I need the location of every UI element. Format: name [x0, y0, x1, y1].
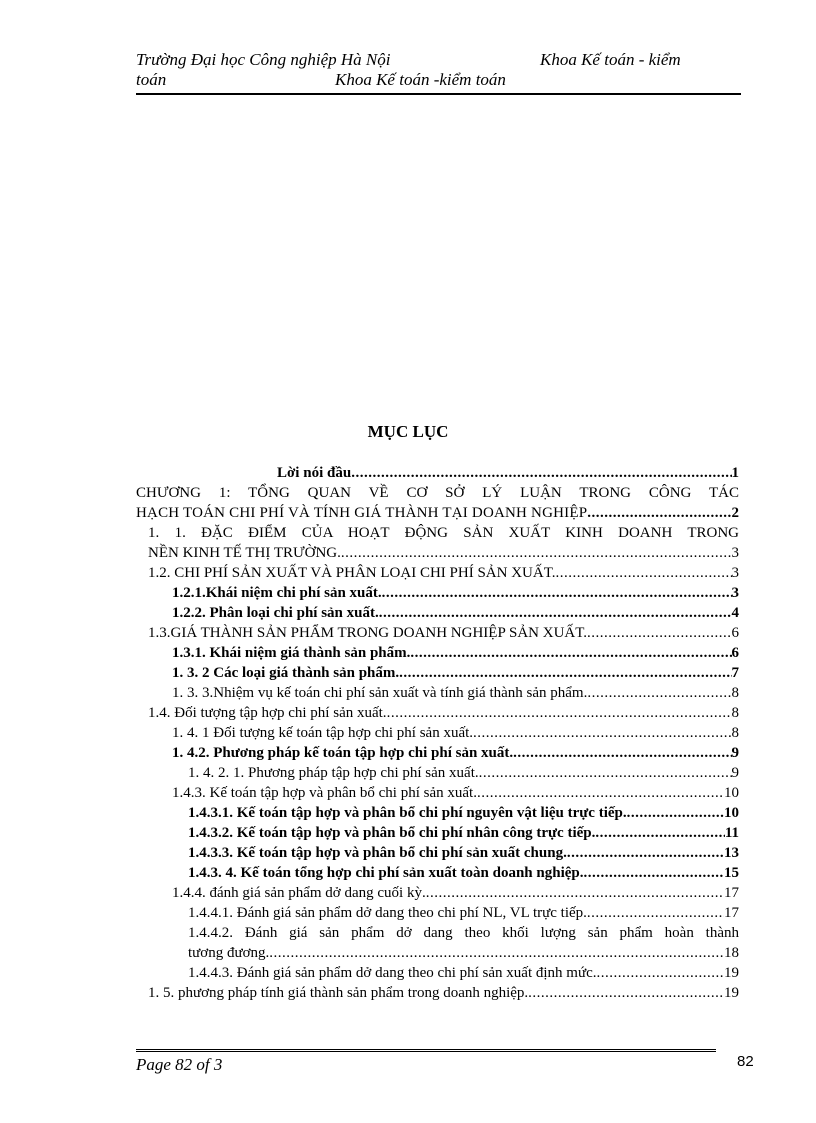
toc-entry-page: 15 [724, 865, 739, 881]
toc-entry-text: 1.4.3.3. Kế toán tập hợp và phân bổ chi phí sản xuất chung. [188, 845, 567, 861]
toc-entry[interactable] [136, 863, 739, 883]
toc-entry[interactable] [136, 703, 739, 723]
toc-entry[interactable] [136, 963, 739, 983]
toc-entry-text: HẠCH TOÁN CHI PHÍ VÀ TÍNH GIÁ THÀNH TẠI DOANH NGHIỆP [136, 505, 588, 521]
toc-entry-text: 1. 3. 3.Nhiệm vụ kế toán chi phí sản xuất và tính giá thành sản phẩm. [172, 685, 588, 701]
toc-entry-page: 3 [731, 545, 739, 561]
toc-entry-page: 3 [731, 565, 739, 581]
toc-entry[interactable] [136, 563, 739, 583]
toc-entry-text: 1.4.3.2. Kế toán tập hợp và phân bổ chi phí nhân công trực tiếp. [188, 825, 596, 841]
toc-entry[interactable] [136, 583, 739, 603]
toc-entry-text: 1.4.4.3. Đánh giá sản phẩm dở dang theo chi phí sản xuất định mức. [188, 965, 597, 981]
toc-entry-text: 1.4.3. Kế toán tập hợp và phân bổ chi phí sản xuất. [172, 785, 477, 801]
toc-entry[interactable] [136, 803, 739, 823]
toc-entry-page: 9 [731, 765, 739, 781]
toc-entry-page: 1 [731, 465, 739, 481]
toc-entry-page: 6 [731, 625, 739, 641]
toc-entry-page: 13 [724, 845, 739, 861]
toc-entry-text: 1.2.2. Phân loại chi phí sản xuất. [172, 605, 379, 621]
toc-entry-text: 1. 5. phương pháp tính giá thành sản phẩm trong doanh nghiệp. [148, 985, 529, 1001]
toc-entry-text: Lời nói đầu [277, 465, 352, 481]
toc-title: MỤC LỤC [367, 422, 449, 441]
toc-entry[interactable] [136, 503, 739, 523]
toc-entry-page: 17 [724, 905, 739, 921]
toc-entry-page: 10 [724, 805, 739, 821]
toc-entry-page: 4 [731, 605, 739, 621]
toc-entry-text: 1. 4.2. Phương pháp kế toán tập hợp chi phí sản xuất. [172, 745, 514, 761]
toc-entry[interactable] [136, 783, 739, 803]
footer-page-number: 82 [737, 1053, 754, 1070]
toc-entry-text: CHƯƠNG 1: TỔNG QUAN VỀ CƠ SỞ LÝ LUẬN TRONG CÔNG TÁC [136, 485, 739, 501]
toc-entry[interactable] [136, 883, 739, 903]
toc-entry-page: 17 [724, 885, 739, 901]
footer-rule [136, 1049, 716, 1052]
toc-entry-text: 1.4.4.2. Đánh giá sản phẩm dở dang theo khối lượng sản phẩm hoàn thành [188, 925, 739, 941]
table-of-contents [136, 463, 739, 1003]
toc-entry[interactable] [136, 903, 739, 923]
header-school: Trường Đại học Công nghiệp Hà Nội [136, 50, 391, 69]
toc-entry-page: 19 [724, 965, 739, 981]
toc-entry-text: tương đương. [188, 945, 270, 961]
toc-entry[interactable] [136, 543, 739, 563]
toc-entry[interactable] [136, 623, 739, 643]
header-rule [136, 93, 741, 95]
toc-entry-page: 8 [731, 685, 739, 701]
toc-entry-page: 18 [724, 945, 739, 961]
toc-entry-page: 7 [731, 665, 739, 681]
toc-entry[interactable] [136, 663, 739, 683]
toc-entry-page: 8 [731, 705, 739, 721]
toc-entry-page: 9 [731, 745, 739, 761]
toc-entry[interactable] [136, 823, 739, 843]
header-department-continued: toán [136, 70, 167, 89]
toc-entry-text: 1. 1. ĐẶC ĐIỂM CỦA HOẠT ĐỘNG SẢN XUẤT KINH DOANH TRONG [148, 525, 739, 541]
footer-page-label: Page 82 of 3 [136, 1055, 223, 1074]
toc-entry[interactable] [136, 743, 739, 763]
header-department-repeat: Khoa Kế toán -kiểm toán [335, 70, 506, 89]
toc-entry-text: 1.4.4.1. Đánh giá sản phẩm dở dang theo chi phí NL, VL trực tiếp. [188, 905, 587, 921]
toc-entry[interactable] [136, 943, 739, 963]
toc-entry[interactable] [136, 603, 739, 623]
toc-entry-text: 1.2.1.Khái niệm chi phí sản xuất. [172, 585, 382, 601]
toc-entry[interactable] [136, 523, 739, 543]
toc-entry-page: 10 [724, 785, 739, 801]
toc-entry-text: 1. 4. 1 Đối tượng kế toán tập hợp chi phí sản xuất. [172, 725, 474, 741]
toc-entry[interactable] [136, 923, 739, 943]
toc-entry-text: 1.3.GIÁ THÀNH SẢN PHẨM TRONG DOANH NGHIỆP SẢN XUẤT. [148, 625, 588, 641]
toc-entry-text: 1.3.1. Khái niệm giá thành sản phẩm. [172, 645, 411, 661]
toc-entry-text: 1. 3. 2 Các loại giá thành sản phẩm. [172, 665, 400, 681]
toc-entry[interactable] [136, 983, 739, 1003]
toc-entry[interactable] [136, 483, 739, 503]
page-header [136, 50, 741, 90]
toc-entry-text: 1.4.3.1. Kế toán tập hợp và phân bổ chi phí nguyên vật liệu trực tiếp. [188, 805, 627, 821]
toc-entry-text: 1.4.4. đánh giá sản phẩm dở dang cuối kỳ. [172, 885, 426, 901]
toc-entry-page: 2 [731, 505, 739, 521]
toc-entry[interactable] [136, 723, 739, 743]
toc-entry-page: 3 [731, 585, 739, 601]
toc-entry[interactable] [136, 643, 739, 663]
toc-entry-text: 1. 4. 2. 1. Phương pháp tập hợp chi phí sản xuất. [188, 765, 479, 781]
toc-entry-page: 19 [724, 985, 739, 1001]
toc-entry[interactable] [136, 843, 739, 863]
toc-entry[interactable] [136, 763, 739, 783]
toc-entry-page: 11 [724, 825, 739, 841]
toc-entry-text: 1.2. CHI PHÍ SẢN XUẤT VÀ PHÂN LOẠI CHI PHÍ SẢN XUẤT. [148, 565, 556, 581]
toc-entry-page: 6 [731, 645, 739, 661]
toc-entry-text: 1.4. Đối tượng tập hợp chi phí sản xuất. [148, 705, 387, 721]
toc-entry-text: 1.4.3. 4. Kế toán tổng hợp chi phí sản xuất toàn doanh nghiệp. [188, 865, 584, 881]
toc-entry[interactable] [136, 683, 739, 703]
toc-entry[interactable] [136, 463, 739, 483]
header-department: Khoa Kế toán - kiểm [540, 50, 681, 69]
toc-entry-page: 8 [731, 725, 739, 741]
toc-entry-text: NỀN KINH TẾ THỊ TRƯỜNG. [148, 545, 341, 561]
